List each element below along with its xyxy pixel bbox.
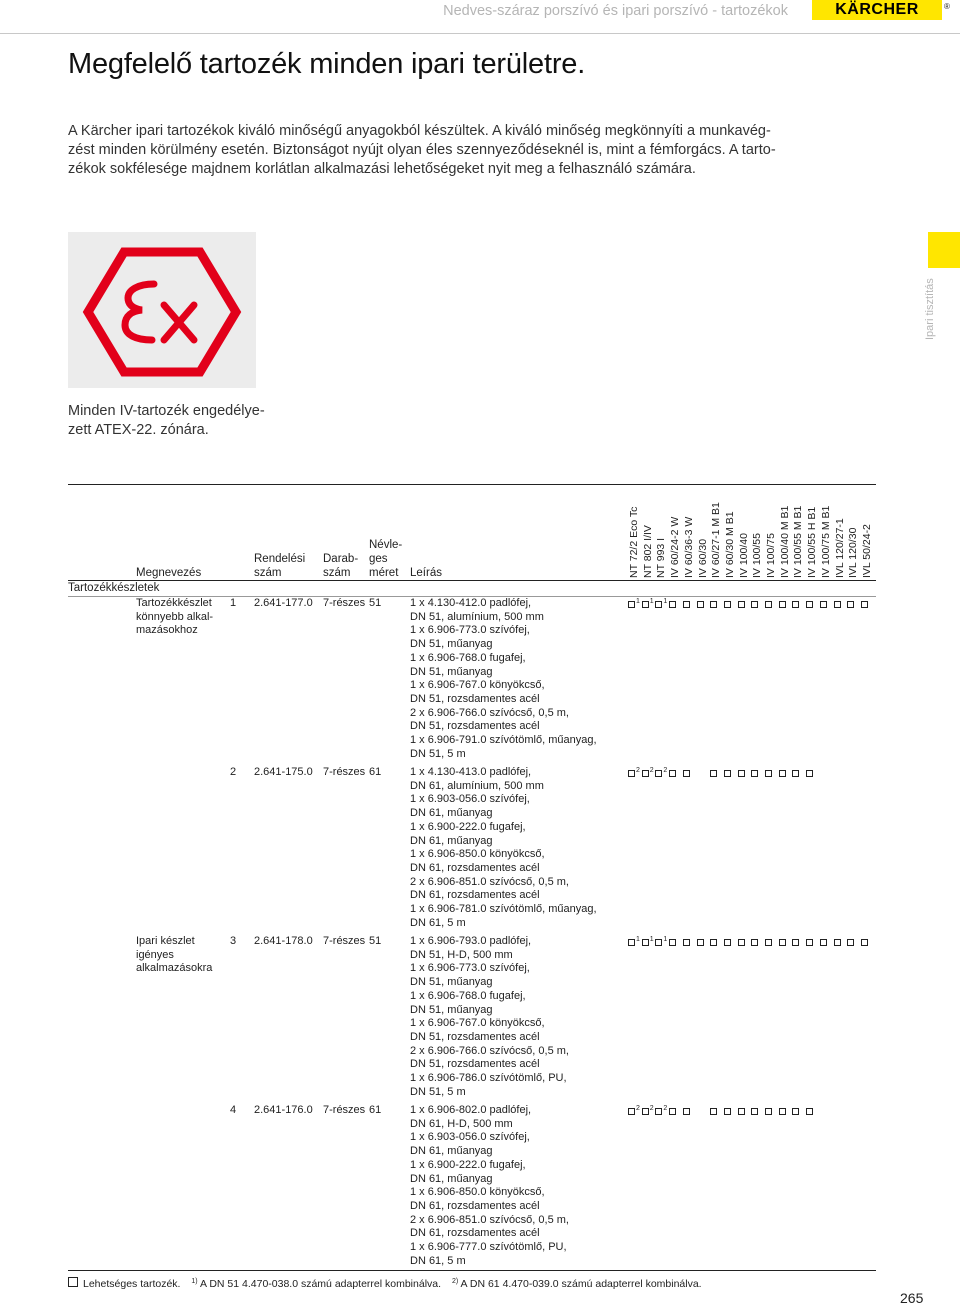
compatibility-square-icon <box>710 601 717 608</box>
machine-header: IV 60/30 M B1 <box>723 511 736 578</box>
compatibility-square-icon <box>765 939 772 946</box>
compatibility-square-icon <box>724 1108 731 1115</box>
compatibility-square-icon <box>683 1108 690 1115</box>
machine-header: IV 100/55 H B1 <box>806 506 819 578</box>
description-line: 1 x 4.130-412.0 padlófej, <box>410 597 532 609</box>
compatibility-square-icon <box>792 939 799 946</box>
footnote-ref: 1 <box>636 936 640 943</box>
nominal-size: 51 <box>369 935 382 947</box>
compatibility-square-icon <box>806 601 813 608</box>
piece-count: 7-részes <box>323 935 366 947</box>
footnote-ref: 2 <box>663 1105 668 1112</box>
atex-hexagon-icon <box>68 232 256 388</box>
footnote-ref: 1 <box>649 598 654 605</box>
col-header-order-line: Rendelési <box>254 553 306 565</box>
compatibility-square-icon <box>834 939 841 946</box>
compatibility-square-icon <box>697 601 704 608</box>
description-line: DN 61, 5 m <box>410 1254 466 1267</box>
compatibility-square-icon <box>738 601 745 608</box>
compatibility-square-icon <box>806 770 813 777</box>
description-line: 2 x 6.906-851.0 szívócső, 0,5 m, <box>410 875 569 888</box>
footnote-ref: 2 <box>636 1105 640 1112</box>
logo-text: KÄRCHER <box>835 1 919 18</box>
side-tab-marker <box>928 232 960 268</box>
description-line: DN 51, műanyag <box>410 1003 493 1016</box>
col-header-qty <box>323 552 358 580</box>
group-label-line: Tartozékkészlet <box>136 597 212 609</box>
compatibility-square-icon <box>738 939 745 946</box>
description-line: DN 61, rozsdamentes acél <box>410 889 540 902</box>
compatibility-square-icon <box>642 601 649 608</box>
compatibility-square-icon <box>751 1108 758 1115</box>
compatibility-square-icon <box>861 939 868 946</box>
compatibility-square-icon <box>628 770 635 777</box>
description-line: DN 61, műanyag <box>410 1145 493 1158</box>
description-line: 1 x 6.906-767.0 könyökcső, <box>410 679 545 692</box>
compatibility-square-icon <box>724 601 731 608</box>
compatibility-square-icon <box>628 601 635 608</box>
compatibility-square-icon <box>669 939 676 946</box>
page-title: Megfelelő tartozék minden ipari területre. <box>68 48 586 80</box>
col-header-name: Megnevezés <box>136 567 202 579</box>
compatibility-square-icon <box>642 1108 649 1115</box>
nominal-size: 61 <box>369 1104 382 1116</box>
compatibility-square-icon <box>779 939 786 946</box>
compatibility-square-icon <box>683 770 690 777</box>
group-label-line: igényes <box>136 948 174 961</box>
compatibility-square-icon <box>642 939 649 946</box>
compatibility-square-icon <box>847 601 854 608</box>
compatibility-square-icon <box>738 1108 745 1115</box>
piece-count: 7-részes <box>323 766 366 778</box>
compatibility-square-icon <box>751 601 758 608</box>
compatibility-square-icon <box>655 770 662 777</box>
description-line: 1 x 6.903-056.0 szívófej, <box>410 793 530 806</box>
compatibility-square-icon <box>820 601 827 608</box>
description-line: DN 61, H-D, 500 mm <box>410 1117 513 1130</box>
description-line: DN 61, rozsdamentes acél <box>410 1199 540 1212</box>
compatibility-square-icon <box>765 770 772 777</box>
description-line: DN 51, 5 m <box>410 747 466 760</box>
footnote-ref: 2 <box>649 1105 654 1112</box>
description-line: DN 61, műanyag <box>410 834 493 847</box>
compatibility-square-icon <box>834 601 841 608</box>
group-label-1 <box>136 597 213 638</box>
compatibility-square-icon <box>792 601 799 608</box>
col-header-size-line: Névle- <box>369 539 403 551</box>
description-line: DN 51, műanyag <box>410 638 493 651</box>
machine-header: IV 60/24-2 W <box>669 516 682 578</box>
footnote-ref: 2 <box>636 767 640 774</box>
footnote-ref: 1 <box>663 936 668 943</box>
footnote-2-mark: 2) <box>451 1277 459 1285</box>
machine-header: IVL 120/27-1 <box>833 518 846 578</box>
description-line: DN 61, 5 m <box>410 916 466 929</box>
section-title: Tartozékkészletek <box>68 582 160 594</box>
description-line: 1 x 6.906-777.0 szívótömlő, PU, <box>410 1241 567 1253</box>
machine-header: IV 100/40 <box>737 533 750 578</box>
compatibility-square-icon <box>806 939 813 946</box>
description-line: 1 x 6.906-802.0 padlófej, <box>410 1104 532 1116</box>
machine-header: IV 60/36-3 W <box>682 516 695 578</box>
description-line: 1 x 6.906-791.0 szívótömlő, műanyag, <box>410 734 597 746</box>
row-number: 1 <box>230 597 237 609</box>
compatibility-square-icon <box>710 770 717 777</box>
footnote-ref: 1 <box>649 936 654 943</box>
col-header-size <box>369 538 402 580</box>
description-line: DN 51, alumínium, 500 mm <box>410 610 544 623</box>
legend-text: Lehetséges tartozék. <box>83 1278 181 1290</box>
description-line: DN 51, rozsdamentes acél <box>410 1058 540 1071</box>
compatibility-square-icon <box>642 770 649 777</box>
machine-header: IV 60/27-1 M B1 <box>710 502 723 578</box>
compatibility-square-icon <box>738 770 745 777</box>
machine-header: IV 100/55 <box>751 533 764 578</box>
compatibility-square-icon <box>710 1108 717 1115</box>
compatibility-square-icon <box>669 1108 676 1115</box>
col-header-qty-line: Darab- <box>323 553 359 565</box>
nominal-size: 51 <box>369 597 382 609</box>
machine-header: IVL 120/30 <box>847 527 860 578</box>
compatibility-square-icon <box>724 939 731 946</box>
description-line: 1 x 6.906-768.0 fugafej, <box>410 989 526 1002</box>
page-number: 265 <box>900 1290 924 1306</box>
footnotes <box>68 1277 702 1290</box>
intro-line: A Kärcher ipari tartozékok kiváló minőségű anyagokból készültek. A kiváló minőség megkönnyíti a munkavég- <box>68 123 771 139</box>
karcher-logo <box>812 0 942 20</box>
description-line: DN 51, 5 m <box>410 1085 466 1098</box>
compatibility-square-icon <box>683 601 690 608</box>
group-label-line: mazásokhoz <box>136 624 198 637</box>
piece-count: 7-részes <box>323 1104 366 1116</box>
row-number: 4 <box>230 1104 237 1116</box>
compatibility-square-icon <box>655 939 662 946</box>
piece-count: 7-részes <box>323 597 366 609</box>
registered-mark: ® <box>944 2 950 11</box>
description-line: 1 x 6.906-786.0 szívótömlő, PU, <box>410 1072 567 1084</box>
description-line: DN 51, műanyag <box>410 976 493 989</box>
footnote-1: A DN 51 4.470-038.0 számú adapterrel kombinálva. <box>199 1278 442 1290</box>
row-number: 3 <box>230 935 237 947</box>
description-line: 1 x 6.906-793.0 padlófej, <box>410 935 532 947</box>
description-line: 1 x 6.900-222.0 fugafej, <box>410 820 526 833</box>
table-top-rule <box>68 484 876 485</box>
intro-line: zékok sokfélesége majdnem korlátlan alkalmazási lehetőségeket nyit meg a felhasználó számára. <box>68 161 696 177</box>
col-header-order <box>254 552 305 580</box>
footnote-ref: 1 <box>636 598 640 605</box>
machine-header: IV 60/30 <box>696 538 709 578</box>
compatibility-square-icon <box>669 770 676 777</box>
side-tab-label: Ipari tisztítás <box>924 278 936 340</box>
machine-header: IV 100/75 <box>765 533 777 578</box>
row-number: 2 <box>230 766 237 778</box>
machine-header: IVL 50/24-2 <box>860 524 873 578</box>
compatibility-square-icon <box>765 1108 772 1115</box>
header-bottom-rule <box>68 580 876 581</box>
order-number: 2.641-178.0 <box>254 935 313 947</box>
compatibility-square-icon <box>792 1108 799 1115</box>
compatibility-square-icon <box>779 601 786 608</box>
description-line: 1 x 6.906-773.0 szívófej, <box>410 962 530 975</box>
machine-header: NT 993 I <box>655 537 668 578</box>
compatibility-square-icon <box>751 770 758 777</box>
compatibility-square-icon <box>751 939 758 946</box>
atex-caption-line: Minden IV-tartozék engedélye- <box>68 403 265 419</box>
compatibility-square-icon <box>628 1108 635 1115</box>
order-number: 2.641-176.0 <box>254 1104 313 1116</box>
group-label-line: alkalmazásokra <box>136 962 213 975</box>
group-label-line: könnyebb alkal- <box>136 610 214 623</box>
description-line: 1 x 6.906-773.0 szívófej, <box>410 624 530 637</box>
order-number: 2.641-175.0 <box>254 766 313 778</box>
footnote-2: A DN 61 4.470-039.0 számú adapterrel kombinálva. <box>460 1278 702 1290</box>
description-line: 1 x 6.906-781.0 szívótömlő, műanyag, <box>410 903 597 915</box>
compatibility-square-icon <box>628 939 635 946</box>
description-line: DN 61, rozsdamentes acél <box>410 861 540 874</box>
group-label-line: Ipari készlet <box>136 935 195 947</box>
description-line: 1 x 6.906-768.0 fugafej, <box>410 651 526 664</box>
description-line: DN 61, műanyag <box>410 807 493 820</box>
footnote-ref: 1 <box>663 598 668 605</box>
compatibility-square-icon <box>792 770 799 777</box>
description-line: 1 x 6.900-222.0 fugafej, <box>410 1158 526 1171</box>
header-title: Nedves-száraz porszívó és ipari porszívó - tartozékok <box>443 3 788 19</box>
compatibility-square-icon <box>779 770 786 777</box>
atex-caption-line: zett ATEX-22. zónára. <box>68 422 209 438</box>
intro-line: zést minden körülmény esetén. Biztonságot nyújt olyan éles szennyeződéseknél is, mint a fémforgács. A tarto- <box>68 142 776 158</box>
compatibility-square-icon <box>779 1108 786 1115</box>
compatibility-square-icon <box>697 939 704 946</box>
description-line: 1 x 6.906-850.0 könyökcső, <box>410 848 545 861</box>
description-line: DN 61, műanyag <box>410 1172 493 1185</box>
footnote-ref: 2 <box>663 767 668 774</box>
description-line: DN 51, rozsdamentes acél <box>410 1030 540 1043</box>
footnote-1-mark: 1) <box>191 1277 198 1285</box>
compatibility-square-icon <box>765 601 772 608</box>
description-line: DN 51, H-D, 500 mm <box>410 948 513 961</box>
header-divider <box>0 33 960 34</box>
compatibility-square-icon <box>820 939 827 946</box>
col-header-size-line: ges <box>369 553 388 565</box>
description-line: DN 61, rozsdamentes acél <box>410 1227 540 1240</box>
compatibility-square-icon <box>724 770 731 777</box>
compatibility-square-icon <box>669 601 676 608</box>
compatibility-square-icon <box>847 939 854 946</box>
description-line: 1 x 4.130-413.0 padlófej, <box>410 766 532 778</box>
machine-header: IV 100/40 M B1 <box>778 505 791 578</box>
machine-header: NT 72/2 Eco Tc <box>628 506 640 578</box>
machine-header: NT 802 I/IV <box>641 525 654 578</box>
atex-symbol-image <box>68 232 256 388</box>
machine-header: IV 100/75 M B1 <box>819 505 832 578</box>
compatibility-square-icon <box>655 601 662 608</box>
col-header-order-line: szám <box>254 567 282 579</box>
col-header-qty-line: szám <box>323 567 351 579</box>
description-line: 1 x 6.906-767.0 könyökcső, <box>410 1017 545 1030</box>
col-header-size-line: méret <box>369 567 399 579</box>
description-line: 2 x 6.906-766.0 szívócső, 0,5 m, <box>410 1044 569 1057</box>
description-line: 1 x 6.906-850.0 könyökcső, <box>410 1186 545 1199</box>
compatibility-square-icon <box>710 939 717 946</box>
description-line: 1 x 6.903-056.0 szívófej, <box>410 1131 530 1144</box>
group-label-2 <box>136 935 212 976</box>
description-line: 2 x 6.906-851.0 szívócső, 0,5 m, <box>410 1213 569 1226</box>
atex-caption <box>68 402 268 440</box>
col-header-desc: Leírás <box>410 567 442 579</box>
legend-square-icon <box>68 1277 78 1287</box>
machine-header: IV 100/55 M B1 <box>792 505 805 578</box>
footnote-ref: 2 <box>649 767 654 774</box>
table-bottom-rule <box>68 1270 876 1271</box>
compatibility-square-icon <box>806 1108 813 1115</box>
nominal-size: 61 <box>369 766 382 778</box>
description-line: DN 51, rozsdamentes acél <box>410 720 540 733</box>
description-line: DN 51, rozsdamentes acél <box>410 692 540 705</box>
compatibility-square-icon <box>683 939 690 946</box>
compatibility-square-icon <box>861 601 868 608</box>
description-line: DN 61, alumínium, 500 mm <box>410 779 544 792</box>
description-line: 2 x 6.906-766.0 szívócső, 0,5 m, <box>410 706 569 719</box>
description-line: DN 51, műanyag <box>410 665 493 678</box>
intro-text <box>68 122 788 179</box>
order-number: 2.641-177.0 <box>254 597 313 609</box>
compatibility-square-icon <box>655 1108 662 1115</box>
